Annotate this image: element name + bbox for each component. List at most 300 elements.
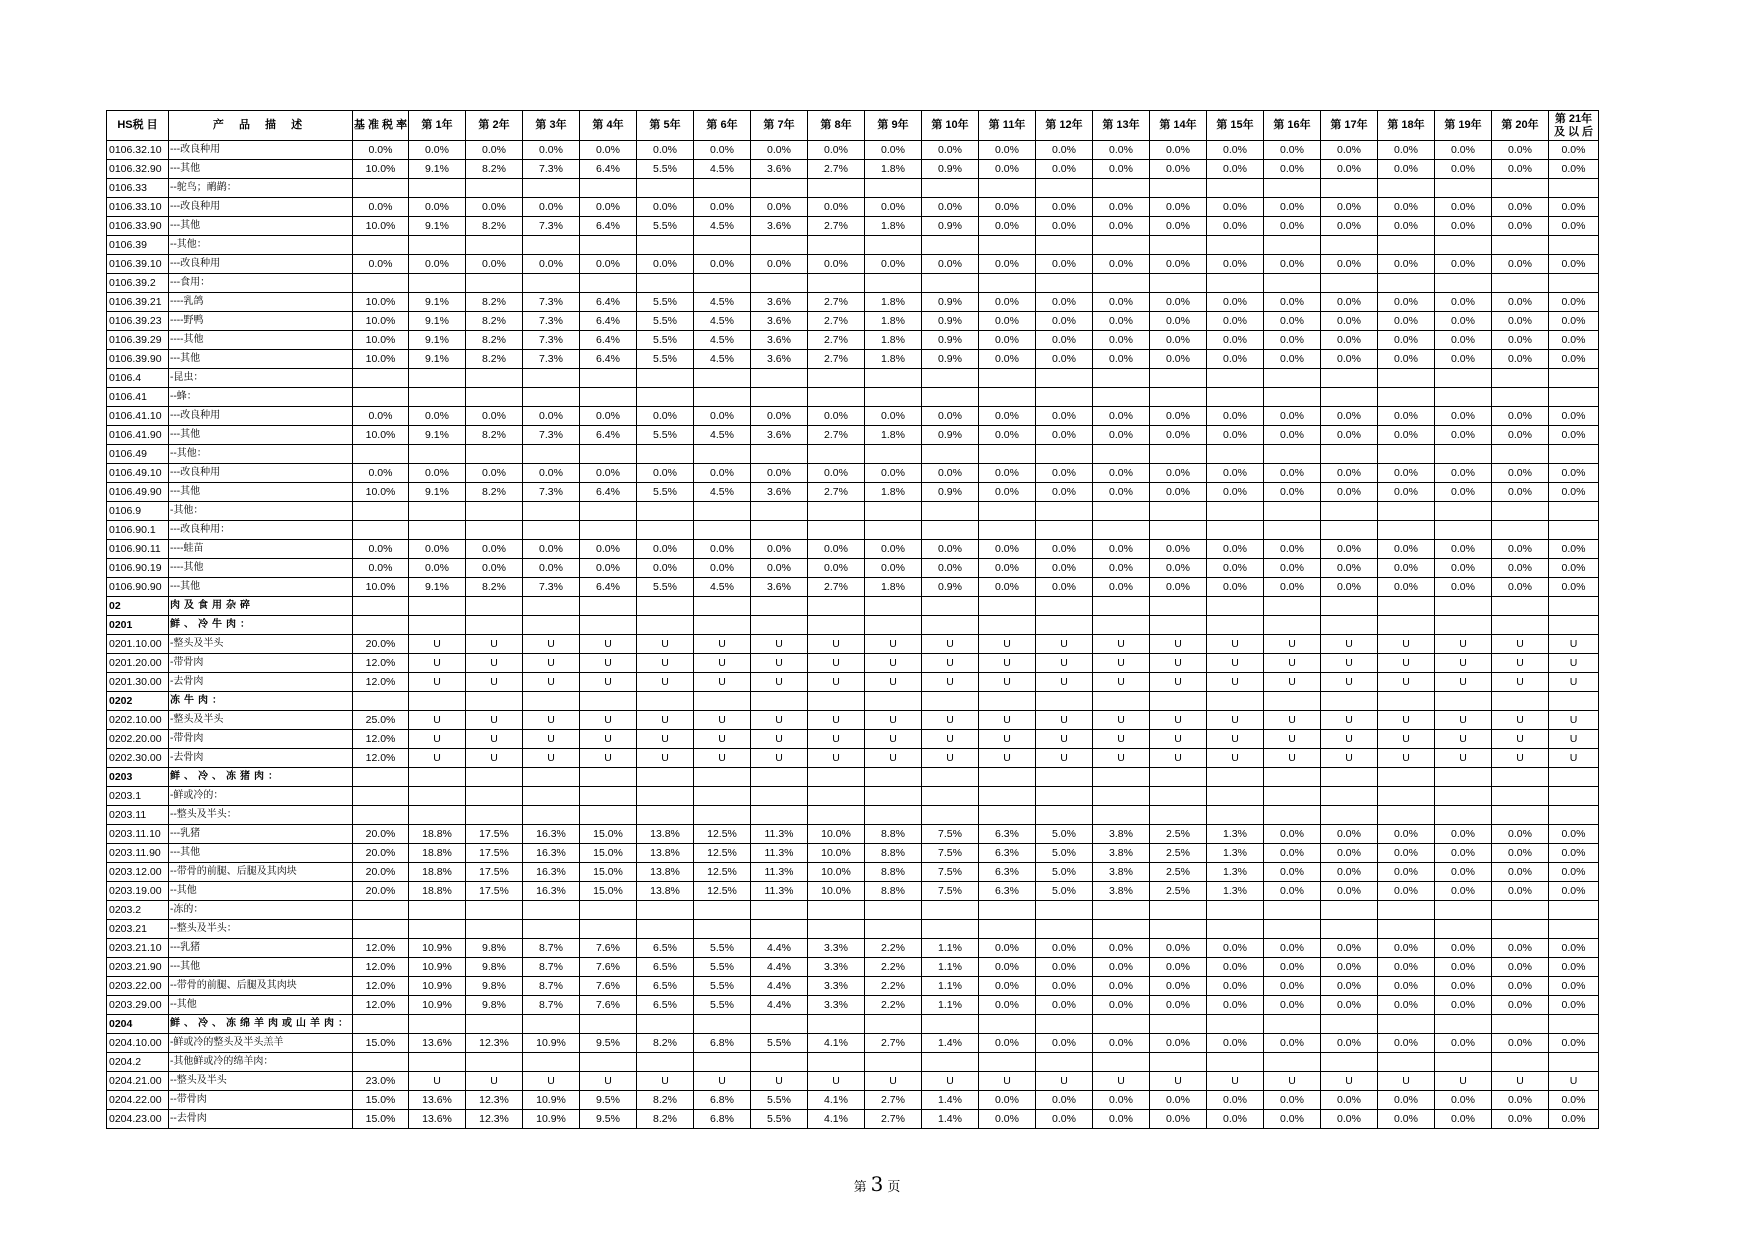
year-rate-cell [808,768,865,787]
year-rate-cell: U [1378,749,1435,768]
year-rate-cell: 0.0% [1549,996,1599,1015]
year-rate-cell: 8.2% [466,483,523,502]
year-rate-cell: 0.0% [1264,1034,1321,1053]
year-rate-cell [1549,274,1599,293]
base-rate-cell: 10.0% [353,483,409,502]
year-rate-cell: 0.0% [1150,483,1207,502]
year-rate-cell [409,445,466,464]
year-rate-cell: 0.0% [1150,141,1207,160]
year-rate-cell: 0.0% [1264,1110,1321,1129]
year-rate-cell: 0.0% [1036,578,1093,597]
year-rate-cell: U [409,730,466,749]
year-rate-cell: 1.8% [865,578,922,597]
year-rate-cell [1150,236,1207,255]
year-rate-cell: U [1036,749,1093,768]
year-rate-cell: 0.0% [1150,255,1207,274]
hs-code-cell: 0106.39 [107,236,169,255]
year-rate-cell: 0.0% [1378,141,1435,160]
year-rate-cell: 0.0% [1093,996,1150,1015]
description-cell: ---改良种用： [169,521,353,540]
hs-code-cell: 0106.41.10 [107,407,169,426]
year-rate-cell: 8.2% [466,312,523,331]
year-rate-cell [1321,597,1378,616]
year-rate-cell [1378,236,1435,255]
year-rate-cell: 5.5% [751,1091,808,1110]
year-rate-cell [1435,179,1492,198]
year-rate-cell [1150,445,1207,464]
year-rate-cell: 0.0% [1492,350,1549,369]
table-row [107,1110,1599,1129]
year-rate-cell [1093,901,1150,920]
year-rate-cell: 18.8% [409,882,466,901]
year-rate-cell: 0.0% [979,426,1036,445]
hs-code-cell: 0106.39.2 [107,274,169,293]
year-rate-cell: 0.0% [1378,958,1435,977]
table-row [107,331,1599,350]
year-rate-cell [865,597,922,616]
year-rate-cell: 0.0% [1093,977,1150,996]
year-rate-cell [1492,521,1549,540]
year-rate-cell: 0.0% [1549,1034,1599,1053]
year-rate-cell: 0.0% [580,407,637,426]
year-rate-cell [1264,388,1321,407]
year-rate-cell [580,1053,637,1072]
year-rate-cell [1207,920,1264,939]
year-rate-cell [466,521,523,540]
year-rate-cell: 6.4% [580,331,637,350]
year-rate-cell: 0.0% [922,559,979,578]
year-rate-cell [1093,806,1150,825]
year-rate-cell: 0.0% [808,141,865,160]
year-rate-cell: 0.0% [751,407,808,426]
base-rate-cell: 0.0% [353,407,409,426]
year-rate-cell [1036,388,1093,407]
year-rate-cell [409,806,466,825]
description-cell: 肉及食用杂碎 [169,597,353,616]
year-rate-cell: 0.0% [637,464,694,483]
table-row [107,312,1599,331]
description-cell: ---其他 [169,844,353,863]
year-rate-cell: 9.1% [409,331,466,350]
year-rate-cell: 9.1% [409,426,466,445]
year-rate-cell: 0.0% [1492,1110,1549,1129]
base-rate-cell [353,616,409,635]
year-rate-cell: 2.7% [808,426,865,445]
year-rate-cell: 0.0% [1150,217,1207,236]
year-rate-cell: 0.0% [1321,198,1378,217]
table-row [107,730,1599,749]
year-rate-cell: 9.5% [580,1110,637,1129]
year-rate-cell: 0.0% [1378,464,1435,483]
year-rate-cell: U [580,730,637,749]
year-rate-cell: 0.0% [1549,331,1599,350]
year-rate-cell: 7.3% [523,331,580,350]
year-rate-cell [751,768,808,787]
year-rate-cell [865,502,922,521]
table-row [107,939,1599,958]
year-rate-cell [1207,597,1264,616]
year-rate-cell: 0.0% [1492,331,1549,350]
year-rate-cell [1378,1015,1435,1034]
year-rate-cell: U [865,635,922,654]
year-rate-cell [1321,236,1378,255]
description-cell: --其他： [169,236,353,255]
year-rate-cell: 0.0% [1492,217,1549,236]
year-rate-cell: 0.0% [1264,255,1321,274]
year-rate-cell [694,369,751,388]
year-rate-cell [751,388,808,407]
year-rate-cell [466,806,523,825]
year-rate-cell: 3.6% [751,483,808,502]
year-rate-cell: 0.0% [808,198,865,217]
year-rate-cell: 2.7% [808,578,865,597]
table-row [107,958,1599,977]
year-rate-cell: 0.0% [1321,1034,1378,1053]
year-rate-cell: 0.0% [1321,217,1378,236]
year-rate-cell [808,597,865,616]
year-rate-cell: 0.0% [1150,578,1207,597]
year-rate-cell: 13.6% [409,1110,466,1129]
year-rate-cell [694,1053,751,1072]
year-rate-cell: U [409,635,466,654]
year-rate-cell [466,369,523,388]
year-rate-cell [751,445,808,464]
table-row [107,787,1599,806]
year-rate-cell: 0.0% [1378,312,1435,331]
year-rate-cell: 0.0% [466,255,523,274]
year-rate-cell [979,521,1036,540]
year-rate-cell: 2.2% [865,977,922,996]
year-rate-cell [1150,597,1207,616]
year-rate-cell: U [694,654,751,673]
year-rate-cell: 0.0% [1378,483,1435,502]
table-row [107,559,1599,578]
year-rate-cell: 0.0% [979,464,1036,483]
year-rate-cell: 0.0% [1378,293,1435,312]
year-rate-cell: 5.5% [637,483,694,502]
description-cell: --带骨的前腿、后腿及其肉块 [169,863,353,882]
year-rate-cell: 0.0% [808,559,865,578]
year-rate-cell: 0.0% [1150,312,1207,331]
year-rate-cell: 0.0% [1435,217,1492,236]
year-rate-cell [1492,616,1549,635]
year-rate-cell [1492,179,1549,198]
year-rate-cell: 7.3% [523,160,580,179]
year-rate-cell: 0.0% [1321,996,1378,1015]
year-rate-cell: 0.9% [922,578,979,597]
year-rate-cell: 0.0% [1549,141,1599,160]
year-rate-cell: 0.0% [1264,141,1321,160]
year-rate-cell: U [808,730,865,749]
year-rate-cell: 4.5% [694,483,751,502]
year-rate-cell [1093,179,1150,198]
year-rate-cell: 13.6% [409,1034,466,1053]
description-cell: -整头及半头 [169,635,353,654]
year-rate-cell: 0.0% [1264,939,1321,958]
description-cell: ---其他 [169,217,353,236]
year-rate-cell: 8.7% [523,939,580,958]
year-rate-cell: 0.0% [466,464,523,483]
year-rate-cell: 0.9% [922,293,979,312]
hs-code-cell: 0201.30.00 [107,673,169,692]
year-rate-cell: 0.0% [1321,464,1378,483]
year-rate-cell [979,787,1036,806]
year-rate-cell: 0.0% [1207,578,1264,597]
base-rate-cell [353,521,409,540]
hs-code-cell: 0106.33.10 [107,198,169,217]
year-rate-cell: U [1321,673,1378,692]
year-rate-cell: 0.0% [1321,977,1378,996]
description-cell: 鲜、冷牛肉： [169,616,353,635]
year-rate-cell: 0.0% [1093,312,1150,331]
year-rate-cell: 0.0% [1321,483,1378,502]
hs-code-cell: 0106.41.90 [107,426,169,445]
year-rate-cell: U [523,635,580,654]
year-rate-cell [1378,920,1435,939]
year-rate-cell: 9.8% [466,939,523,958]
column-header: 第 8年 [808,111,865,141]
year-rate-cell: U [808,654,865,673]
year-rate-cell [1264,901,1321,920]
table-row [107,768,1599,787]
year-rate-cell [808,236,865,255]
year-rate-cell [1435,1015,1492,1034]
year-rate-cell: U [466,654,523,673]
table-row [107,407,1599,426]
year-rate-cell: U [1435,730,1492,749]
year-rate-cell [694,179,751,198]
year-rate-cell [922,502,979,521]
year-rate-cell: 3.6% [751,426,808,445]
year-rate-cell [865,274,922,293]
year-rate-cell: U [1492,730,1549,749]
year-rate-cell [865,616,922,635]
year-rate-cell: 0.9% [922,312,979,331]
year-rate-cell: 0.0% [1378,1034,1435,1053]
year-rate-cell: 0.0% [1264,844,1321,863]
base-rate-cell [353,1053,409,1072]
year-rate-cell [1549,445,1599,464]
year-rate-cell: 0.0% [1264,825,1321,844]
year-rate-cell [1321,388,1378,407]
year-rate-cell: 0.0% [1549,483,1599,502]
year-rate-cell [580,787,637,806]
year-rate-cell: 0.0% [1036,312,1093,331]
year-rate-cell: 0.0% [580,559,637,578]
year-rate-cell [409,920,466,939]
year-rate-cell: 0.0% [1264,331,1321,350]
year-rate-cell: 9.1% [409,160,466,179]
base-rate-cell: 12.0% [353,730,409,749]
year-rate-cell [466,388,523,407]
year-rate-cell [808,901,865,920]
table-row [107,806,1599,825]
description-cell: ---其他 [169,160,353,179]
year-rate-cell: 0.0% [1321,863,1378,882]
year-rate-cell: U [1321,749,1378,768]
year-rate-cell [523,521,580,540]
year-rate-cell: 0.0% [1036,977,1093,996]
year-rate-cell [865,1015,922,1034]
year-rate-cell: 0.0% [979,483,1036,502]
year-rate-cell: U [922,711,979,730]
year-rate-cell: U [1150,1072,1207,1091]
year-rate-cell: 0.0% [637,559,694,578]
year-rate-cell: U [865,730,922,749]
table-row [107,749,1599,768]
year-rate-cell [1150,179,1207,198]
base-rate-cell: 20.0% [353,844,409,863]
table-row [107,293,1599,312]
year-rate-cell: 0.0% [979,141,1036,160]
year-rate-cell: U [751,711,808,730]
year-rate-cell: 10.0% [808,844,865,863]
year-rate-cell: 17.5% [466,882,523,901]
year-rate-cell [1036,616,1093,635]
year-rate-cell: U [1093,673,1150,692]
year-rate-cell: U [1150,654,1207,673]
year-rate-cell: 0.0% [1492,141,1549,160]
year-rate-cell: 0.0% [1264,958,1321,977]
year-rate-cell: 0.0% [1378,825,1435,844]
year-rate-cell: U [580,749,637,768]
year-rate-cell: 0.0% [1492,407,1549,426]
table-row [107,1034,1599,1053]
year-rate-cell [637,787,694,806]
year-rate-cell [808,806,865,825]
description-cell: ----其他 [169,559,353,578]
year-rate-cell [637,1053,694,1072]
year-rate-cell: 0.0% [979,160,1036,179]
year-rate-cell [1093,445,1150,464]
year-rate-cell: 0.0% [1264,996,1321,1015]
year-rate-cell: 0.0% [694,141,751,160]
year-rate-cell: 0.0% [979,293,1036,312]
year-rate-cell: 0.0% [979,939,1036,958]
year-rate-cell [1435,236,1492,255]
hs-code-cell: 0202.20.00 [107,730,169,749]
year-rate-cell: U [466,635,523,654]
year-rate-cell: 0.0% [1093,1091,1150,1110]
year-rate-cell [808,616,865,635]
year-rate-cell: 0.0% [865,559,922,578]
table-row [107,236,1599,255]
year-rate-cell: 0.0% [409,559,466,578]
description-cell: ---改良种用 [169,255,353,274]
year-rate-cell: U [580,673,637,692]
year-rate-cell [523,616,580,635]
year-rate-cell [1321,521,1378,540]
tariff-table [106,110,1599,1129]
year-rate-cell: 0.0% [979,312,1036,331]
year-rate-cell: 3.6% [751,331,808,350]
base-rate-cell: 20.0% [353,882,409,901]
year-rate-cell [1264,1015,1321,1034]
base-rate-cell: 0.0% [353,198,409,217]
year-rate-cell: U [865,711,922,730]
base-rate-cell: 10.0% [353,350,409,369]
year-rate-cell: 18.8% [409,863,466,882]
base-rate-cell [353,388,409,407]
column-header: 第 2年 [466,111,523,141]
year-rate-cell: 0.0% [1549,977,1599,996]
year-rate-cell: 4.5% [694,578,751,597]
description-cell: --蜂： [169,388,353,407]
year-rate-cell: 8.2% [466,293,523,312]
hs-code-cell: 0204.21.00 [107,1072,169,1091]
base-rate-cell: 10.0% [353,160,409,179]
year-rate-cell: 10.0% [808,825,865,844]
year-rate-cell: 0.0% [1492,844,1549,863]
year-rate-cell: 0.0% [979,1091,1036,1110]
year-rate-cell: 5.5% [637,312,694,331]
year-rate-cell [1150,920,1207,939]
year-rate-cell: U [922,635,979,654]
table-row [107,654,1599,673]
year-rate-cell: U [637,730,694,749]
year-rate-cell: 18.8% [409,844,466,863]
year-rate-cell: U [922,730,979,749]
table-row [107,711,1599,730]
year-rate-cell [808,1015,865,1034]
year-rate-cell: 3.3% [808,977,865,996]
year-rate-cell: 0.0% [1150,464,1207,483]
year-rate-cell: U [409,711,466,730]
year-rate-cell [523,502,580,521]
year-rate-cell: 0.0% [1435,540,1492,559]
year-rate-cell: U [1264,1072,1321,1091]
year-rate-cell: 5.0% [1036,882,1093,901]
year-rate-cell: 0.0% [1093,1034,1150,1053]
year-rate-cell: 0.0% [1321,559,1378,578]
year-rate-cell: 4.5% [694,312,751,331]
year-rate-cell: 8.8% [865,863,922,882]
table-row [107,597,1599,616]
year-rate-cell [1549,692,1599,711]
year-rate-cell: 2.2% [865,996,922,1015]
year-rate-cell [1036,920,1093,939]
year-rate-cell: 0.0% [1150,331,1207,350]
hs-code-cell: 02 [107,597,169,616]
table-row [107,920,1599,939]
year-rate-cell: 8.7% [523,958,580,977]
year-rate-cell: 0.0% [1036,350,1093,369]
year-rate-cell: 0.0% [1378,331,1435,350]
year-rate-cell: 2.7% [808,483,865,502]
description-cell: -其他： [169,502,353,521]
table-row [107,882,1599,901]
year-rate-cell: 1.1% [922,958,979,977]
year-rate-cell: 1.4% [922,1091,979,1110]
year-rate-cell: 9.1% [409,217,466,236]
year-rate-cell: 6.4% [580,483,637,502]
year-rate-cell [466,768,523,787]
year-rate-cell: 0.0% [580,540,637,559]
year-rate-cell [979,597,1036,616]
year-rate-cell: 8.2% [637,1091,694,1110]
year-rate-cell: 0.0% [1435,882,1492,901]
year-rate-cell [808,179,865,198]
year-rate-cell [979,274,1036,293]
year-rate-cell: 0.0% [1207,255,1264,274]
year-rate-cell: 0.0% [1264,198,1321,217]
year-rate-cell: U [694,749,751,768]
year-rate-cell [1321,369,1378,388]
year-rate-cell: 6.3% [979,844,1036,863]
column-header: 第 10年 [922,111,979,141]
description-cell: ----野鸭 [169,312,353,331]
base-rate-cell: 10.0% [353,578,409,597]
